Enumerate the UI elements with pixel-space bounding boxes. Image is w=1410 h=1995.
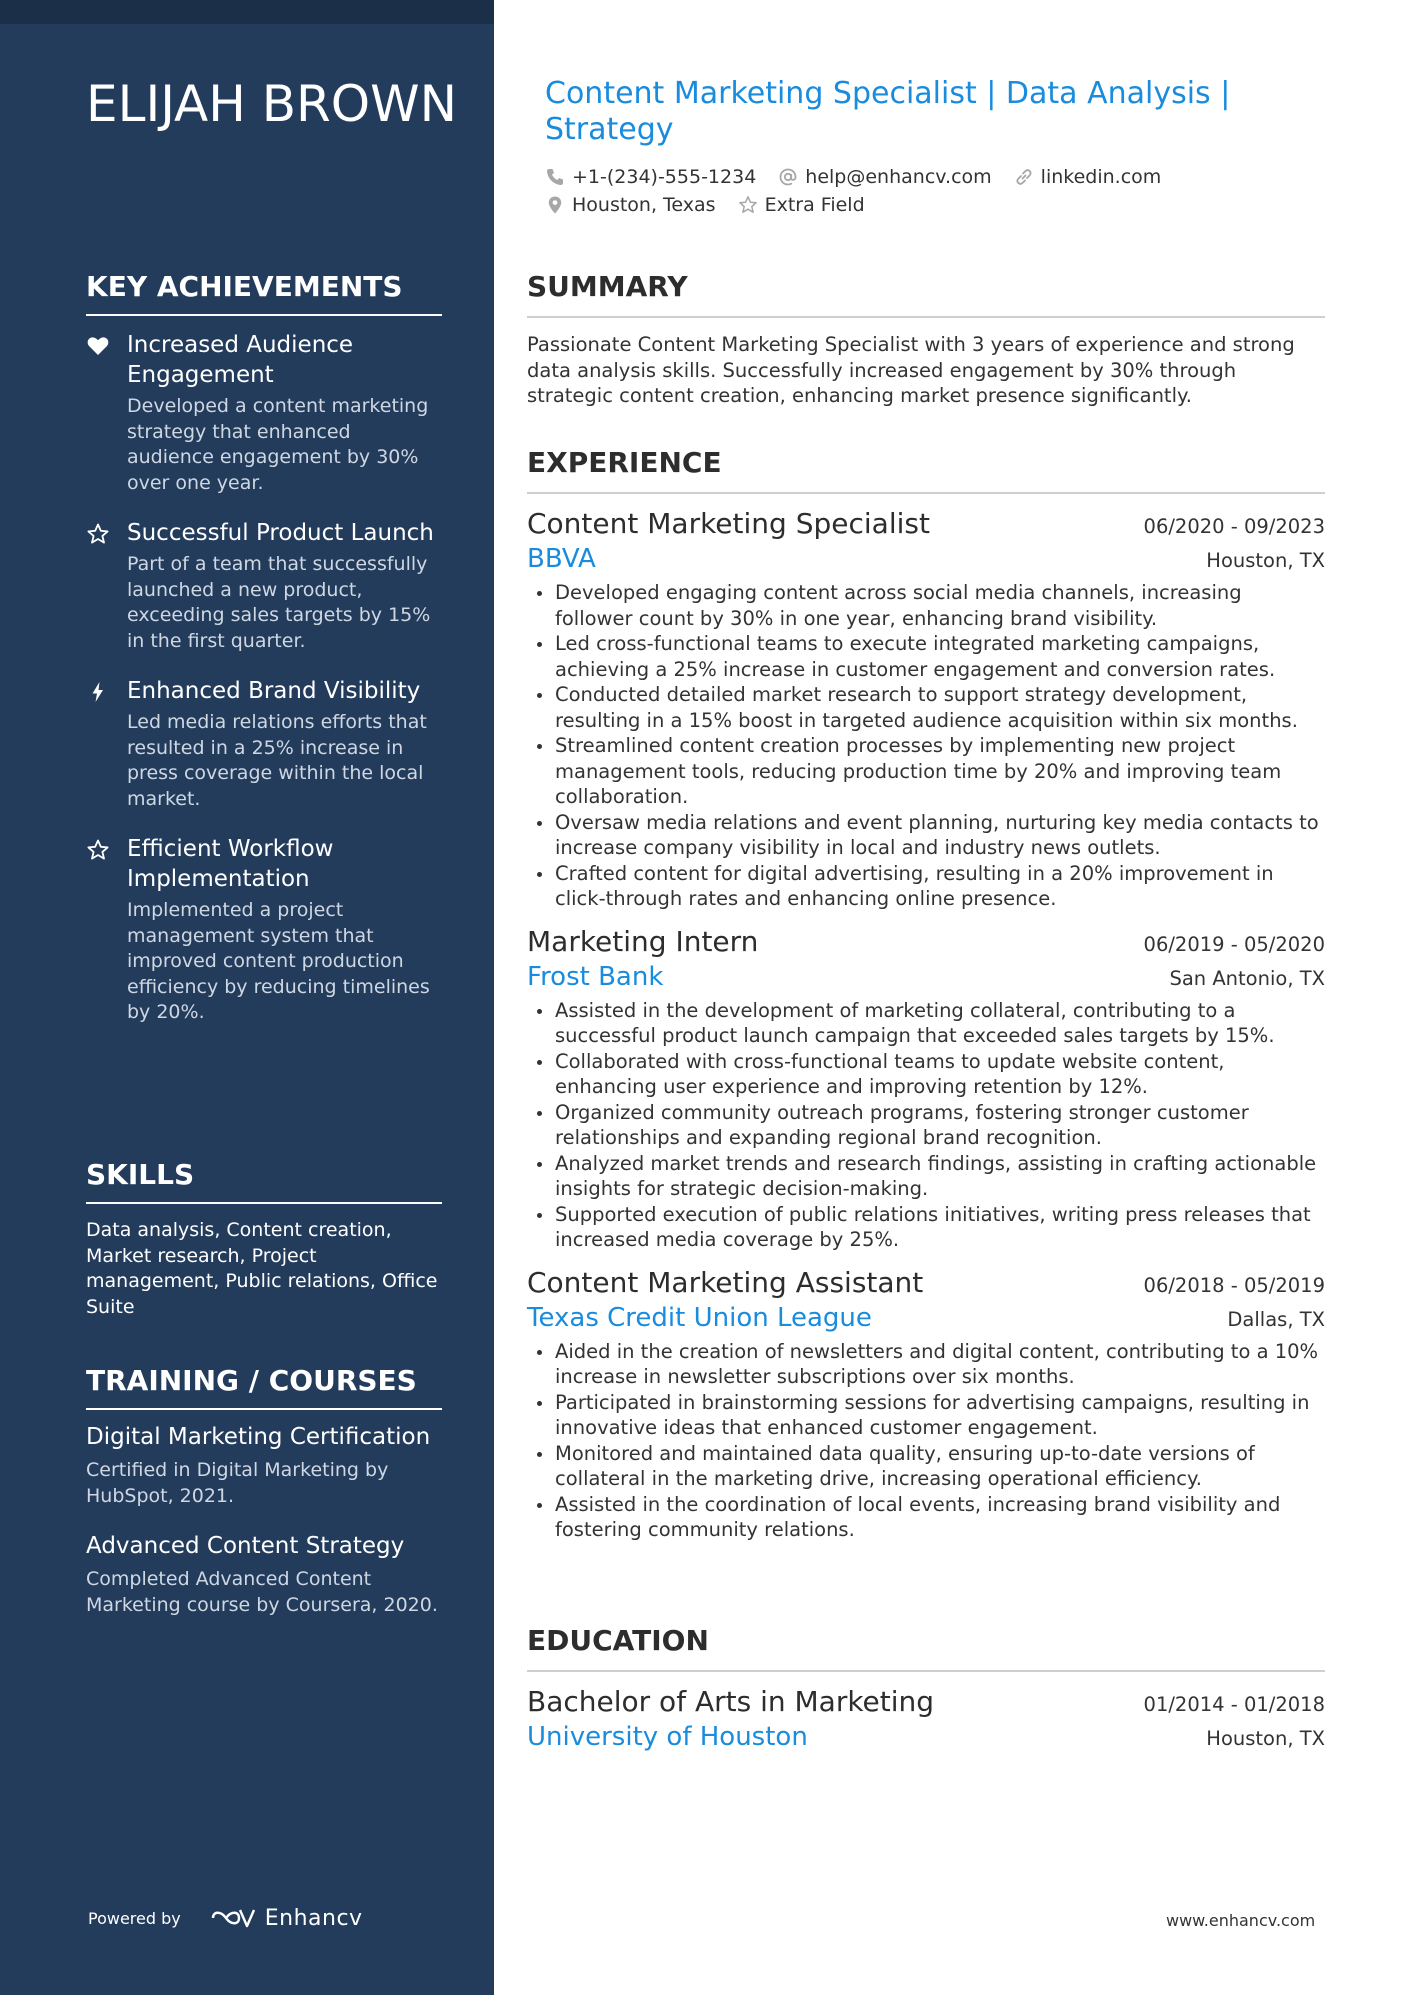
education-dates: 01/2014 - 01/2018 bbox=[1143, 1693, 1325, 1716]
location-text: Houston, Texas bbox=[572, 194, 716, 216]
contact-location bbox=[545, 194, 716, 216]
list-item: Streamlined content creation processes by implementing new project management tools, reducing production time by 20% and improving team collaboration. bbox=[527, 733, 1325, 810]
star-icon bbox=[86, 838, 110, 862]
job-dates: 06/2020 - 09/2023 bbox=[1143, 515, 1325, 538]
course-title: Digital Marketing Certification bbox=[86, 1424, 431, 1450]
sidebar bbox=[0, 0, 494, 1995]
degree-title: Bachelor of Arts in Marketing bbox=[527, 1685, 935, 1718]
list-item: Assisted in the development of marketing collateral, contributing to a successful product launch campaign that exceeded sales targets by 15%. bbox=[527, 998, 1325, 1049]
extra-field-text: Extra Field bbox=[764, 194, 865, 216]
achievement-title: Enhanced Brand Visibility bbox=[127, 678, 421, 704]
course-item bbox=[86, 1531, 442, 1618]
school-name: University of Houston bbox=[527, 1722, 808, 1752]
skills-list: Data analysis, Content creation, Market research, Project management, Public relations, Office Suite bbox=[86, 1219, 438, 1318]
phone-text: +1-(234)-555-1234 bbox=[572, 166, 757, 188]
achievement-title: Successful Product Launch bbox=[127, 520, 434, 546]
headline: Content Marketing Specialist | Data Analysis | Strategy bbox=[545, 76, 1231, 147]
contact-phone[interactable] bbox=[545, 166, 756, 188]
section-heading: EDUCATION bbox=[527, 1624, 1325, 1672]
job-entry bbox=[527, 1265, 1325, 1543]
job-title: Content Marketing Assistant bbox=[527, 1265, 924, 1299]
list-item: Oversaw media relations and event planning, nurturing key media contacts to increase company visibility in local and industry news outlets. bbox=[527, 810, 1325, 861]
list-item: Aided in the creation of newsletters and digital content, contributing to a 10% increase in newsletter subscriptions over six months. bbox=[527, 1339, 1325, 1390]
job-company: BBVA bbox=[527, 544, 596, 574]
job-dates: 06/2019 - 05/2020 bbox=[1143, 932, 1325, 956]
star-icon bbox=[86, 522, 110, 546]
list-item: Developed engaging content across social media channels, increasing follower count by 30% in one year, enhancing brand visibility. bbox=[527, 580, 1325, 631]
key-achievements-section bbox=[86, 270, 442, 1048]
list-item: Crafted content for digital advertising, resulting in a 20% improvement in click-through rates and enhancing online presence. bbox=[527, 861, 1325, 912]
job-entry bbox=[527, 506, 1325, 912]
section-heading: SUMMARY bbox=[527, 270, 1325, 318]
phone-icon bbox=[545, 167, 565, 187]
list-item: Conducted detailed market research to support strategy development, resulting in a 15% boost in targeted audience acquisition within six months. bbox=[527, 682, 1325, 733]
powered-by-label: Powered by bbox=[88, 1908, 181, 1928]
education-section bbox=[527, 1624, 1325, 1754]
list-item: Supported execution of public relations initiatives, writing press releases that increased media coverage by 25%. bbox=[527, 1202, 1325, 1253]
experience-section bbox=[527, 446, 1325, 1543]
school-location: Houston, TX bbox=[1206, 1727, 1325, 1750]
achievement-item bbox=[86, 518, 442, 654]
star-outline-icon bbox=[738, 195, 758, 215]
email-text: help@enhancv.com bbox=[805, 166, 992, 188]
job-location: Dallas, TX bbox=[1227, 1307, 1325, 1331]
contact-email[interactable] bbox=[778, 166, 991, 188]
achievement-description: Implemented a project management system that improved content production efficiency by reducing timelines by 20%. bbox=[127, 899, 430, 1023]
bolt-icon bbox=[86, 680, 110, 704]
achievement-description: Led media relations efforts that resulted in a 25% increase in press coverage within the local market. bbox=[127, 711, 427, 810]
training-section bbox=[86, 1364, 442, 1640]
list-item: Led cross-functional teams to execute integrated marketing campaigns, achieving a 25% increase in customer engagement and conversion rates. bbox=[527, 631, 1325, 682]
job-title: Content Marketing Specialist bbox=[527, 507, 930, 540]
course-description: Certified in Digital Marketing by HubSpot, 2021. bbox=[86, 1459, 389, 1507]
contact-extra bbox=[738, 194, 865, 216]
course-title: Advanced Content Strategy bbox=[86, 1533, 405, 1559]
achievement-item bbox=[86, 676, 442, 812]
achievement-description: Part of a team that successfully launched a new product, exceeding sales targets by 15% in the first quarter. bbox=[127, 553, 431, 652]
at-icon bbox=[778, 167, 798, 187]
list-item: Analyzed market trends and research findings, assisting in crafting actionable insights for strategic decision-making. bbox=[527, 1151, 1325, 1202]
job-bullets bbox=[527, 998, 1325, 1253]
skills-section bbox=[86, 1158, 442, 1320]
job-bullets bbox=[527, 1339, 1325, 1543]
section-heading: SKILLS bbox=[86, 1158, 442, 1204]
summary-text: Passionate Content Marketing Specialist with 3 years of experience and strong data analysis skills. Successfully increased engagement by 30% through strategic content creation, enhancing market presence significantly. bbox=[527, 333, 1295, 407]
list-item: Participated in brainstorming sessions for advertising campaigns, resulting in innovative ideas that enhanced customer engagement. bbox=[527, 1390, 1325, 1441]
contact-linkedin[interactable] bbox=[1014, 166, 1162, 188]
course-item bbox=[86, 1422, 442, 1509]
course-description: Completed Advanced Content Marketing course by Coursera, 2020. bbox=[86, 1568, 438, 1616]
achievement-title: Increased Audience Engagement bbox=[127, 332, 354, 388]
section-heading: KEY ACHIEVEMENTS bbox=[86, 270, 442, 316]
list-item: Collaborated with cross-functional teams to update website content, enhancing user experience and improving retention by 12%. bbox=[527, 1049, 1325, 1100]
achievement-title: Efficient Workflow Implementation bbox=[127, 836, 334, 892]
powered-by bbox=[88, 1904, 363, 1932]
education-entry bbox=[527, 1684, 1325, 1754]
section-heading: EXPERIENCE bbox=[527, 446, 1325, 494]
heart-icon bbox=[86, 334, 110, 358]
list-item: Monitored and maintained data quality, ensuring up-to-date versions of collateral in the marketing drive, increasing operational efficiency. bbox=[527, 1441, 1325, 1492]
achievement-description: Developed a content marketing strategy that enhanced audience engagement by 30% over one year. bbox=[127, 395, 429, 494]
list-item: Organized community outreach programs, fostering stronger customer relationships and expanding regional brand recognition. bbox=[527, 1100, 1325, 1151]
job-company: Texas Credit Union League bbox=[527, 1302, 872, 1333]
section-heading: TRAINING / COURSES bbox=[86, 1364, 442, 1410]
sidebar-top-strip bbox=[0, 0, 494, 24]
list-item: Assisted in the coordination of local events, increasing brand visibility and fostering community relations. bbox=[527, 1492, 1325, 1543]
summary-section bbox=[527, 270, 1325, 409]
contact-info bbox=[545, 163, 1305, 219]
job-dates: 06/2018 - 05/2019 bbox=[1143, 1273, 1325, 1297]
location-pin-icon bbox=[545, 195, 565, 215]
job-bullets bbox=[527, 580, 1325, 912]
achievement-item bbox=[86, 330, 442, 496]
linkedin-text: linkedin.com bbox=[1040, 166, 1162, 188]
job-entry bbox=[527, 924, 1325, 1253]
footer-url[interactable]: www.enhancv.com bbox=[1166, 1911, 1316, 1930]
job-location: San Antonio, TX bbox=[1169, 966, 1325, 990]
link-icon bbox=[1014, 167, 1034, 187]
job-location: Houston, TX bbox=[1206, 549, 1325, 572]
candidate-name: ELIJAH BROWN bbox=[86, 75, 457, 133]
job-company: Frost Bank bbox=[527, 961, 664, 992]
job-title: Marketing Intern bbox=[527, 924, 759, 958]
achievement-item bbox=[86, 834, 442, 1026]
enhancv-logo-icon bbox=[209, 1904, 257, 1932]
enhancv-brand: Enhancv bbox=[264, 1905, 363, 1931]
